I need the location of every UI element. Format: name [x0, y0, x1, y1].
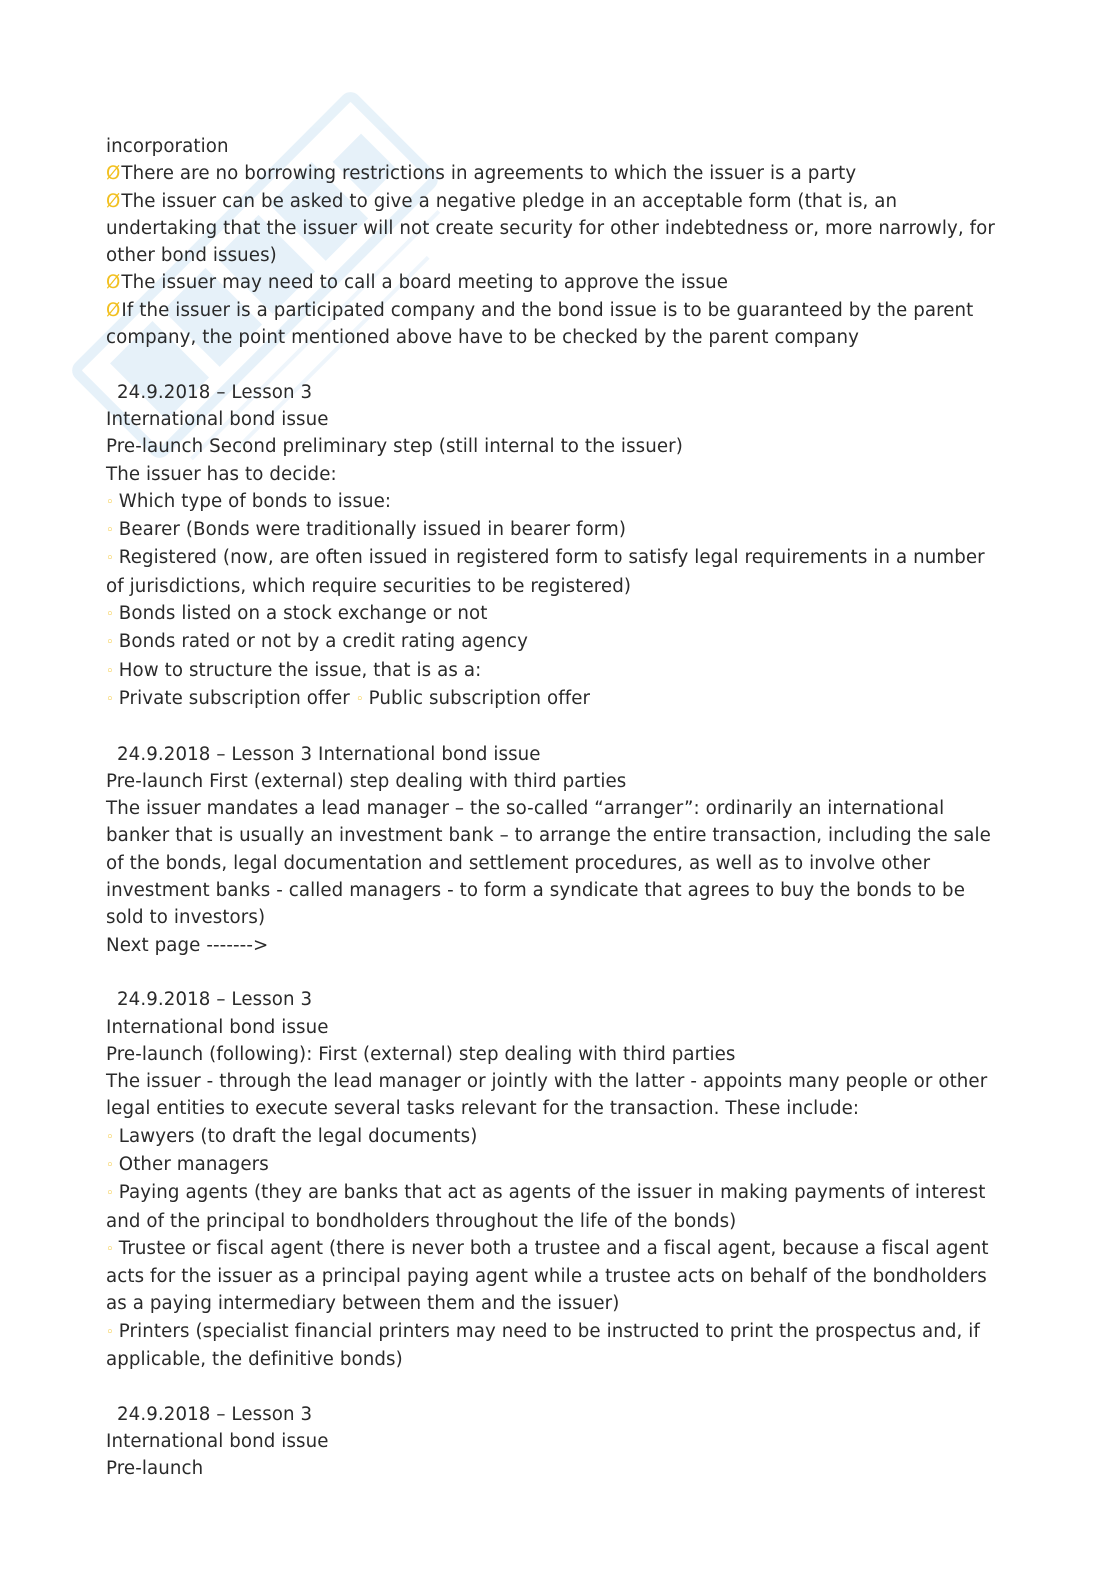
- ring-list-item: [106, 1235, 1006, 1318]
- ring-list-item-text: Registered (now, are often issued in registered form to satisfy legal requirements in a number of jurisdictions, which require securities to be registered): [106, 547, 985, 597]
- ring-list-item-text: Paying agents (they are banks that act as agents of the issuer in making payments of interest and of the principal to bondholders throughout the life of the bonds): [106, 1182, 986, 1232]
- empty-set-arrow-bullet-icon: Ø: [106, 163, 121, 185]
- ring-bullet-icon: ◦: [106, 691, 114, 707]
- ring-bullet-icon: ◦: [106, 523, 114, 539]
- ring-list-item-text: How to structure the issue, that is as a:: [118, 659, 482, 681]
- section-title: International bond issue: [106, 1016, 329, 1038]
- ring-list-item: [106, 600, 1006, 628]
- ring-bullet-icon: ◦: [106, 1186, 114, 1202]
- ring-bullet-icon: ◦: [106, 494, 114, 510]
- empty-set-arrow-bullet-icon: Ø: [106, 190, 121, 212]
- spacer: [106, 1373, 1006, 1400]
- spacer: [106, 351, 1006, 378]
- spacer: [106, 713, 1006, 740]
- ring-list-item-text: Lawyers (to draft the legal documents): [118, 1125, 478, 1147]
- ring-list-item-text: Other managers: [118, 1153, 269, 1175]
- ring-bullet-icon: ◦: [106, 1324, 114, 1340]
- ring-list-item: [106, 1318, 1006, 1374]
- lesson-date-heading: 24.9.2018 – Lesson 3: [117, 989, 313, 1011]
- ring-bullet-icon: ◦: [106, 1241, 114, 1257]
- ring-list-item: [106, 544, 1006, 600]
- section-title: International bond issue: [106, 1430, 329, 1452]
- empty-set-arrow-bullet-icon: Ø: [106, 299, 121, 321]
- lesson-date-heading: 24.9.2018 – Lesson 3 International bond issue: [117, 743, 541, 765]
- ring-bullet-icon: ◦: [106, 663, 114, 679]
- ring-list-item: [106, 516, 1006, 544]
- ring-bullet-icon: ◦: [106, 607, 114, 623]
- ring-list-item-text: Bonds rated or not by a credit rating agency: [118, 631, 528, 653]
- section-title: International bond issue: [106, 408, 329, 430]
- ring-list-item-text: Private subscription offer: [118, 687, 350, 709]
- lesson-date-heading: 24.9.2018 – Lesson 3: [117, 1403, 313, 1425]
- arrow-list-item-text: If the issuer is a participated company and the bond issue is to be guaranteed by the parent company, the point mentioned above have to be checked by the parent company: [106, 299, 974, 349]
- section-subtitle: Pre-launch Second preliminary step (still internal to the issuer): [106, 436, 683, 458]
- ring-list-item-text: Printers (specialist financial printers may need to be instructed to print the prospectus and, if applicable, the definitive bonds): [106, 1320, 980, 1371]
- text-line: incorporation: [106, 136, 229, 157]
- arrow-list-item: [106, 269, 1006, 296]
- ring-list-item-text: Trustee or fiscal agent (there is never both a trustee and a fiscal agent, because a fiscal agent acts for the issuer as a principal paying agent while a trustee acts on behalf of the bondholders as a paying intermediary between them and the issuer): [106, 1237, 989, 1315]
- arrow-list-item-text: The issuer can be asked to give a negative pledge in an acceptable form (that is, an undertaking that the issuer will not create security for other indebtedness or, more narrowly, for other bond issues): [106, 190, 995, 267]
- next-page-note: Next page ------->: [106, 934, 269, 956]
- ring-list-item-text: Which type of bonds to issue:: [118, 490, 392, 512]
- spacer: [106, 959, 1006, 986]
- ring-bullet-icon: ◦: [106, 551, 114, 567]
- arrow-list-item-text: The issuer may need to call a board meeting to approve the issue: [121, 272, 729, 294]
- section-subtitle: Pre-launch First (external) step dealing with third parties: [106, 770, 627, 792]
- ring-bullet-icon: ◦: [106, 1157, 114, 1173]
- empty-set-arrow-bullet-icon: Ø: [106, 272, 121, 294]
- ring-list-item-text: Public subscription offer: [368, 687, 591, 709]
- ring-list-item: [106, 1151, 1006, 1179]
- document-body: [106, 133, 1006, 1483]
- ring-bullet-icon: ◦: [106, 635, 114, 651]
- ring-list-item: [106, 1123, 1006, 1151]
- ring-list-item: [106, 628, 1006, 656]
- section-body: The issuer mandates a lead manager – the so-called “arranger”: ordinarily an international banker that is usually an investment bank – to arrange the entire transaction, including the sale of the bonds, legal documentation and settlement procedures, as well as to involve other investment banks - called managers - to form a syndicate that agrees to buy the bonds to be sold to investors): [106, 798, 991, 929]
- ring-list-item-text: Bonds listed on a stock exchange or not: [118, 603, 488, 625]
- ring-list-item: [106, 488, 1006, 516]
- ring-bullet-icon: ◦: [355, 691, 364, 707]
- ring-bullet-icon: ◦: [106, 1129, 114, 1145]
- ring-list-item: [106, 685, 1006, 713]
- section-intro: The issuer has to decide:: [106, 463, 337, 485]
- section-subtitle: Pre-launch (following): First (external) step dealing with third parties: [106, 1043, 736, 1065]
- lesson-date-heading: 24.9.2018 – Lesson 3: [117, 381, 313, 403]
- arrow-list-item: [106, 297, 1006, 352]
- ring-list-item: [106, 1179, 1006, 1235]
- arrow-list-item-text: There are no borrowing restrictions in agreements to which the issuer is a party: [121, 163, 857, 185]
- arrow-list-item: [106, 188, 1006, 270]
- arrow-list-item: [106, 160, 1006, 187]
- ring-list-item: [106, 657, 1006, 685]
- section-subtitle: Pre-launch: [106, 1458, 204, 1480]
- section-intro: The issuer - through the lead manager or jointly with the latter - appoints many people or other legal entities to execute several tasks relevant for the transaction. These include:: [106, 1071, 988, 1120]
- ring-list-item-text: Bearer (Bonds were traditionally issued in bearer form): [118, 519, 627, 541]
